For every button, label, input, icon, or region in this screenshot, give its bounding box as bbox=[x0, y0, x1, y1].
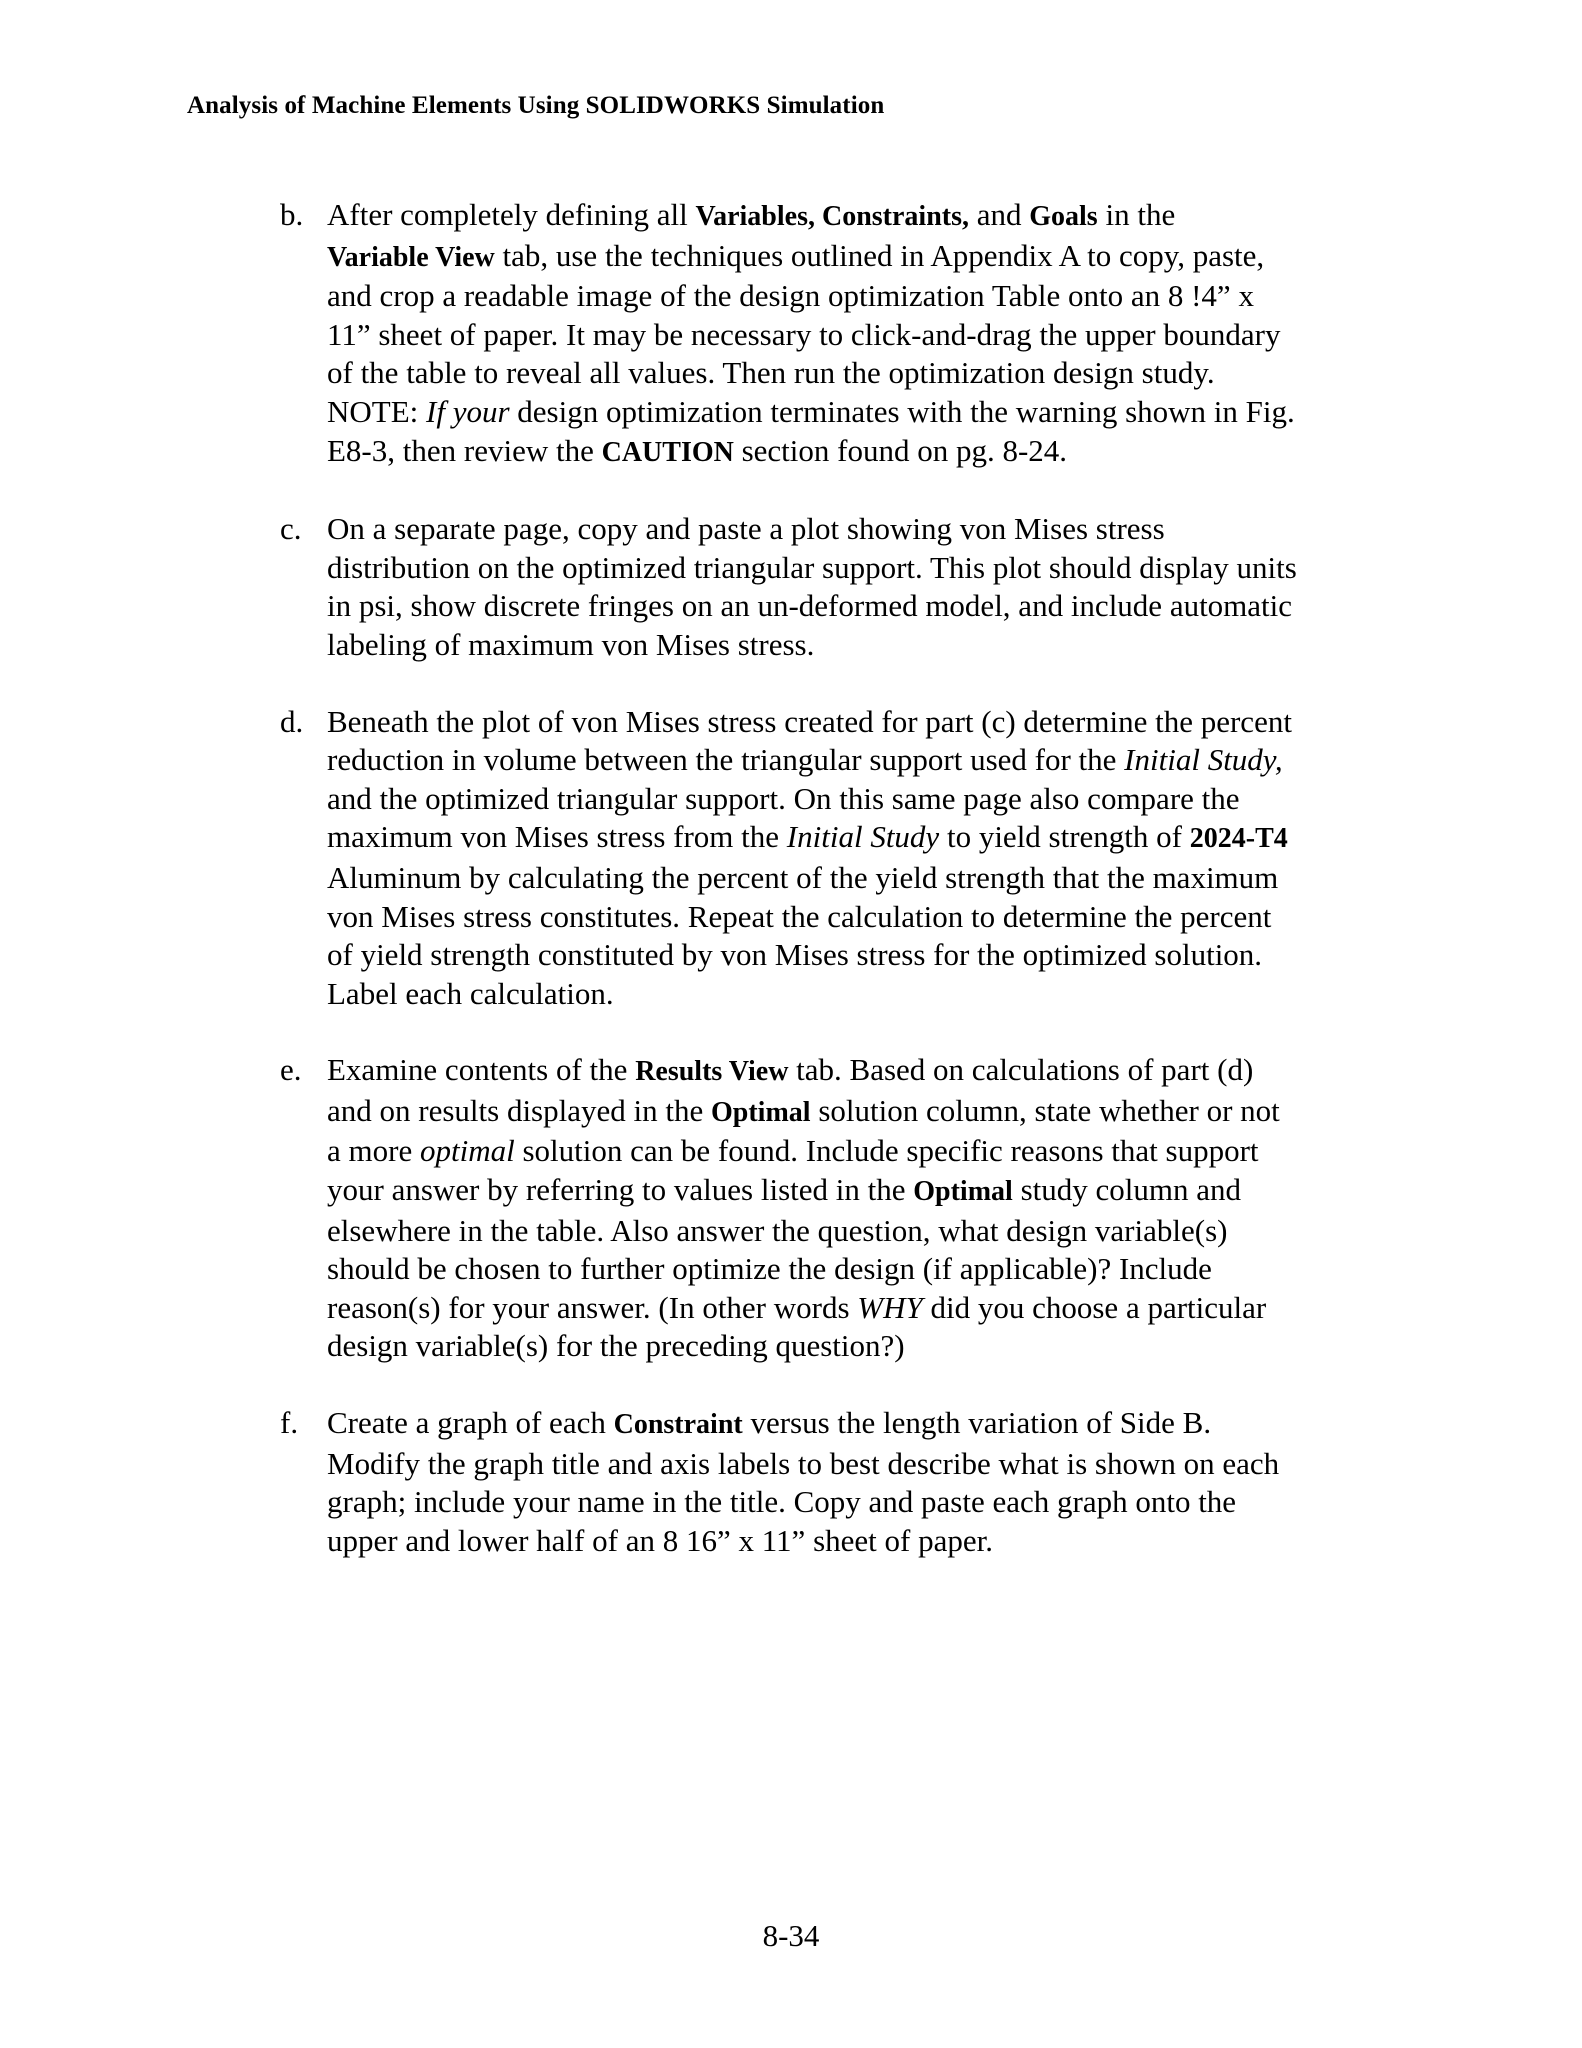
item-b-line-2: Variable View tab, use the techniques outlined in Appendix A to copy, paste, bbox=[327, 237, 1265, 273]
item-b-line-4: 11” sheet of paper. It may be necessary to click-and-drag the upper boundary bbox=[327, 316, 1281, 352]
item-b-line-5: of the table to reveal all values. Then run the optimization design study. bbox=[327, 355, 1215, 391]
exercise-item-f bbox=[280, 1404, 1330, 1560]
item-d-line-6: von Mises stress constitutes. Repeat the calculation to determine the percent bbox=[327, 898, 1272, 934]
item-b-line-7: E8-3, then review the CAUTION section found on pg. 8-24. bbox=[327, 432, 1068, 468]
item-e-line-6: should be chosen to further optimize the design (if applicable)? Include bbox=[327, 1251, 1212, 1287]
item-f-line-1: Create a graph of each Constraint versus the length variation of Side B. bbox=[327, 1405, 1212, 1441]
item-c-line-2: distribution on the optimized triangular support. This plot should display units bbox=[327, 549, 1297, 585]
item-d-line-3: and the optimized triangular support. On this same page also compare the bbox=[327, 780, 1240, 816]
item-e-line-1: Examine contents of the Results View tab. Based on calculations of part (d) bbox=[327, 1052, 1254, 1088]
item-label-c: c. bbox=[280, 511, 302, 547]
item-e-line-7: reason(s) for your answer. (In other words WHY did you choose a particular bbox=[327, 1289, 1267, 1325]
item-e-line-5: elsewhere in the table. Also answer the question, what design variable(s) bbox=[327, 1212, 1228, 1248]
page-number: 8-34 bbox=[762, 1918, 820, 1953]
item-d-line-1: Beneath the plot of von Mises stress created for part (c) determine the percent bbox=[327, 703, 1292, 739]
item-d-line-5: Aluminum by calculating the percent of the yield strength that the maximum bbox=[327, 859, 1279, 895]
item-f-line-2: Modify the graph title and axis labels to best describe what is shown on each bbox=[327, 1445, 1280, 1481]
item-f-line-3: graph; include your name in the title. Copy and paste each graph onto the bbox=[327, 1484, 1237, 1520]
item-b-line-6: NOTE: If your design optimization terminates with the warning shown in Fig. bbox=[327, 393, 1295, 429]
item-d-line-4: maximum von Mises stress from the Initial Study to yield strength of 2024-T4 bbox=[327, 819, 1288, 855]
exercise-item-c bbox=[280, 510, 1330, 664]
exercise-item-b bbox=[280, 196, 1330, 472]
item-label-b: b. bbox=[280, 197, 304, 232]
item-label-f: f. bbox=[280, 1405, 299, 1441]
exercise-item-e bbox=[280, 1051, 1330, 1366]
item-d-line-8: Label each calculation. bbox=[327, 975, 614, 1011]
item-c-line-3: in psi, show discrete fringes on an un-deformed model, and include automatic bbox=[327, 588, 1293, 624]
item-d-line-7: of yield strength constituted by von Mises stress for the optimized solution. bbox=[327, 937, 1263, 973]
item-c-line-4: labeling of maximum von Mises stress. bbox=[327, 626, 815, 662]
exercise-list bbox=[280, 196, 1330, 1598]
item-d-line-2: reduction in volume between the triangular support used for the Initial Study, bbox=[327, 742, 1283, 778]
item-e-line-3: a more optimal solution can be found. Include specific reasons that support bbox=[327, 1133, 1259, 1169]
item-label-d: d. bbox=[280, 703, 304, 739]
running-header: Analysis of Machine Elements Using SOLIDWORKS Simulation bbox=[187, 92, 885, 119]
item-b-line-3: and crop a readable image of the design optimization Table onto an 8 !4” x bbox=[327, 278, 1254, 314]
item-b-line-1: After completely defining all Variables, Constraints, and Goals in the bbox=[327, 197, 1176, 232]
item-f-line-4: upper and lower half of an 8 16” x 11” sheet of paper. bbox=[327, 1522, 993, 1558]
item-e-line-8: design variable(s) for the preceding question?) bbox=[327, 1328, 905, 1364]
item-c-line-1: On a separate page, copy and paste a plot showing von Mises stress bbox=[327, 511, 1165, 547]
item-e-line-2: and on results displayed in the Optimal solution column, state whether or not bbox=[327, 1092, 1280, 1128]
item-label-e: e. bbox=[280, 1052, 302, 1088]
item-e-line-4: your answer by referring to values listed in the Optimal study column and bbox=[327, 1172, 1241, 1208]
exercise-item-d bbox=[280, 703, 1330, 1014]
